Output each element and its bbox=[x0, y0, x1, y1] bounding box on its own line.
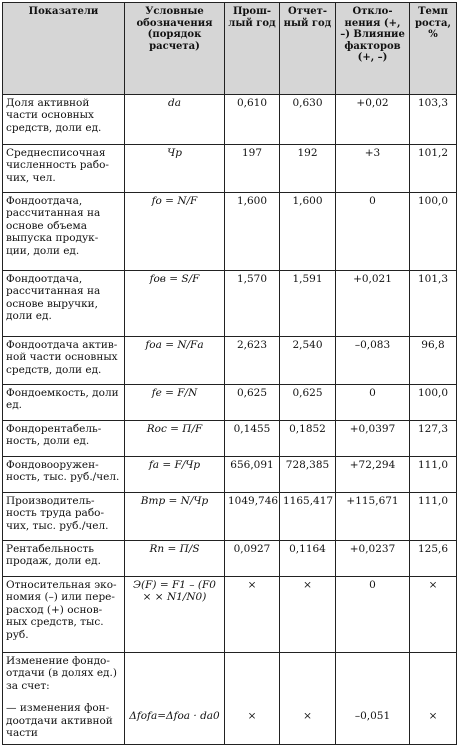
row-rate: × bbox=[410, 653, 457, 745]
row-name: Фондовооружен-ность, тыс. руб./чел. bbox=[3, 457, 125, 493]
table-row bbox=[3, 337, 457, 385]
row-dev: +3 bbox=[336, 145, 410, 193]
row-rate: 100,0 bbox=[410, 385, 457, 421]
row-report: 1165,417 bbox=[280, 493, 336, 541]
row-prev: 0,625 bbox=[225, 385, 280, 421]
header-prev-year: Прош-лый год bbox=[225, 3, 280, 95]
row-prev: 656,091 bbox=[225, 457, 280, 493]
row-prev: 0,610 bbox=[225, 95, 280, 145]
row-report: 1,591 bbox=[280, 271, 336, 337]
row-prev: 1049,746 bbox=[225, 493, 280, 541]
row-name: Фондоотдача, рассчитанная на основе выручки, доли ед. bbox=[3, 271, 125, 337]
row-prev: 2,623 bbox=[225, 337, 280, 385]
row-report: 2,540 bbox=[280, 337, 336, 385]
header-report-year: Отчет-ный год bbox=[280, 3, 336, 95]
table-row bbox=[3, 193, 457, 271]
row-name: Производитель-ность труда рабо-чих, тыс. руб./чел. bbox=[3, 493, 125, 541]
row-prev: × bbox=[225, 577, 280, 653]
row-name: Фондоемкость, доли ед. bbox=[3, 385, 125, 421]
row-formula: dа bbox=[125, 95, 225, 145]
table-header-row bbox=[3, 3, 457, 95]
row-name: Рентабельность продаж, доли ед. bbox=[3, 541, 125, 577]
indicators-table bbox=[2, 2, 457, 745]
row-name: Фондоотдача актив-ной части основных средств, доли ед. bbox=[3, 337, 125, 385]
table-row bbox=[3, 95, 457, 145]
header-growth-rate: Темп роста, % bbox=[410, 3, 457, 95]
row-dev: 0 bbox=[336, 385, 410, 421]
row-rate: 101,2 bbox=[410, 145, 457, 193]
row-name: Фондорентабель-ность, доли ед. bbox=[3, 421, 125, 457]
row-dev: +0,021 bbox=[336, 271, 410, 337]
row-report: 0,625 bbox=[280, 385, 336, 421]
row-prev: 197 bbox=[225, 145, 280, 193]
header-notation: Условные обозначения (порядок расчета) bbox=[125, 3, 225, 95]
row-name: Доля активной части основных средств, доли ед. bbox=[3, 95, 125, 145]
row-name bbox=[3, 653, 125, 745]
row-rate: 127,3 bbox=[410, 421, 457, 457]
row-formula: fа = F/Чр bbox=[125, 457, 225, 493]
table-row bbox=[3, 385, 457, 421]
table-row bbox=[3, 421, 457, 457]
row-report: 1,600 bbox=[280, 193, 336, 271]
row-prev: 1,600 bbox=[225, 193, 280, 271]
row-rate: 111,0 bbox=[410, 457, 457, 493]
row-dev: –0,083 bbox=[336, 337, 410, 385]
row-formula: foа = N/Fа bbox=[125, 337, 225, 385]
row-name: Фондоотдача, рассчитанная на основе объема выпуска продук-ции, доли ед. bbox=[3, 193, 125, 271]
row-dev: 0 bbox=[336, 577, 410, 653]
row-dev: +115,671 bbox=[336, 493, 410, 541]
row-report: 0,630 bbox=[280, 95, 336, 145]
header-deviation: Откло-нения (+, –) Влияние факторов (+, –) bbox=[336, 3, 410, 95]
sub-item-name: — изменения фон-доотдачи активной части bbox=[6, 702, 113, 740]
table-row bbox=[3, 653, 457, 745]
row-rate: 125,6 bbox=[410, 541, 457, 577]
row-prev: 0,0927 bbox=[225, 541, 280, 577]
row-report: 0,1852 bbox=[280, 421, 336, 457]
row-rate: × bbox=[410, 577, 457, 653]
row-report: 728,385 bbox=[280, 457, 336, 493]
header-indicator: Показатели bbox=[3, 3, 125, 95]
row-formula: fе = F/N bbox=[125, 385, 225, 421]
row-prev: 0,1455 bbox=[225, 421, 280, 457]
row-formula: Э(F) = F1 – (F0 × × N1/N0) bbox=[125, 577, 225, 653]
row-rate: 103,3 bbox=[410, 95, 457, 145]
row-rate: 101,3 bbox=[410, 271, 457, 337]
row-prev: × bbox=[225, 653, 280, 745]
row-dev: +0,02 bbox=[336, 95, 410, 145]
row-formula: Roс = П/F bbox=[125, 421, 225, 457]
row-formula: Втр = N/Чр bbox=[125, 493, 225, 541]
row-dev: +0,0237 bbox=[336, 541, 410, 577]
table-row bbox=[3, 493, 457, 541]
table-row bbox=[3, 271, 457, 337]
row-rate: 96,8 bbox=[410, 337, 457, 385]
row-dev: +72,294 bbox=[336, 457, 410, 493]
row-formula: Δfofа=Δfoа · dа0 bbox=[125, 653, 225, 745]
row-dev: –0,051 bbox=[336, 653, 410, 745]
row-dev: +0,0397 bbox=[336, 421, 410, 457]
row-formula: Чр bbox=[125, 145, 225, 193]
row-name: Среднесписочная численность рабо-чих, чел. bbox=[3, 145, 125, 193]
row-name: Относительная эко-номия (–) или пере-расход (+) основ-ных средств, тыс. руб. bbox=[3, 577, 125, 653]
table-row bbox=[3, 541, 457, 577]
table-row bbox=[3, 577, 457, 653]
table-row bbox=[3, 145, 457, 193]
group-heading: Изменение фондо-отдачи (в долях ед.) за счет: bbox=[6, 655, 117, 692]
row-formula: foв = S/F bbox=[125, 271, 225, 337]
row-report: × bbox=[280, 653, 336, 745]
row-rate: 100,0 bbox=[410, 193, 457, 271]
row-report: × bbox=[280, 577, 336, 653]
row-formula: Rп = П/S bbox=[125, 541, 225, 577]
row-report: 192 bbox=[280, 145, 336, 193]
row-rate: 111,0 bbox=[410, 493, 457, 541]
table-row bbox=[3, 457, 457, 493]
row-report: 0,1164 bbox=[280, 541, 336, 577]
row-dev: 0 bbox=[336, 193, 410, 271]
row-prev: 1,570 bbox=[225, 271, 280, 337]
row-formula: fo = N/F bbox=[125, 193, 225, 271]
